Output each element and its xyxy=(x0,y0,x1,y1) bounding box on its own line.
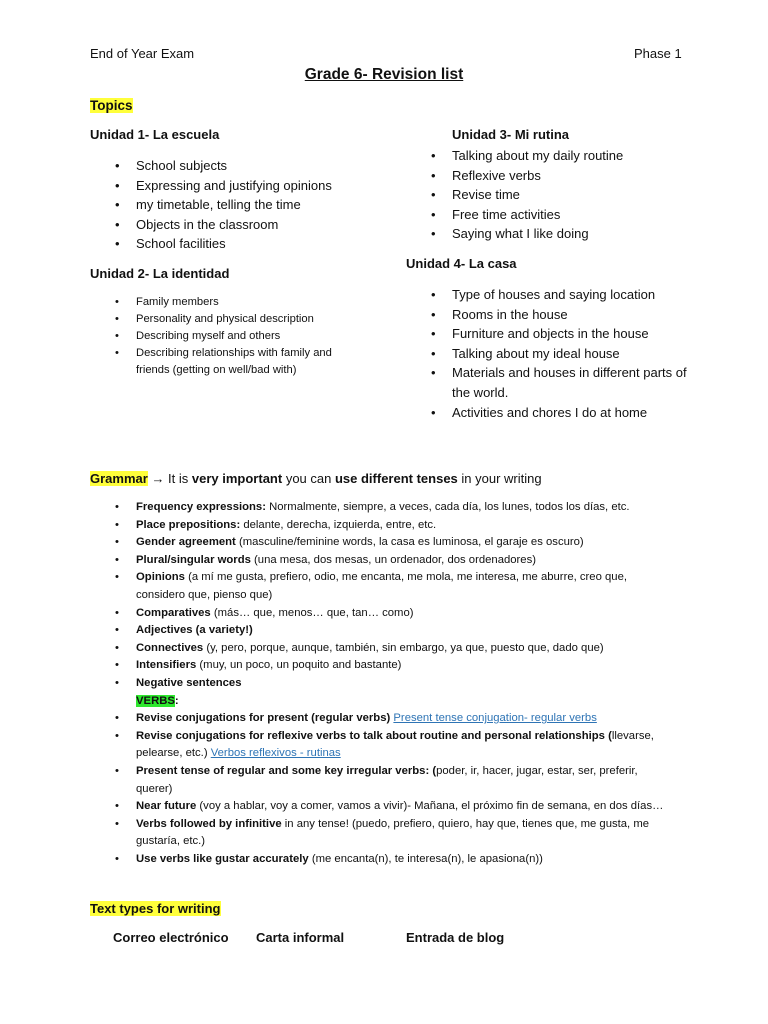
list-item: • School subjects xyxy=(136,156,386,176)
item-text: poder, ir, hacer, jugar, estar, ser, preferir, querer) xyxy=(136,764,638,795)
unit-4-title: Unidad 4- La casa xyxy=(406,256,517,271)
item-bold: Use verbs like gustar accurately xyxy=(136,852,309,865)
verbs-subheading xyxy=(136,693,676,711)
page-title: Grade 6- Revision list xyxy=(304,66,464,83)
grammar-item xyxy=(136,640,676,658)
item-bold: Place prepositions: xyxy=(136,518,241,531)
item-text: (voy a hablar, voy a comer, vamos a vivir)- Mañana, el próximo fin de semana, en dos días… xyxy=(196,800,664,813)
item-text: (más… que, menos… que, tan… como) xyxy=(210,606,414,619)
item-bold: Adjectives (a variety!) xyxy=(136,624,253,637)
verbs-label: VERBS xyxy=(136,694,175,707)
list-item: • Rooms in the house xyxy=(452,305,692,325)
item-text: (una mesa, dos mesas, un ordenador, dos ordenadores) xyxy=(250,553,536,566)
unit-3-title: Unidad 3- Mi rutina xyxy=(452,127,569,142)
grammar-item xyxy=(136,657,676,675)
verb-item xyxy=(136,798,676,816)
grammar-item xyxy=(136,552,676,570)
list-item: • Objects in the classroom xyxy=(136,215,386,235)
item-text: (a mí me gusta, prefiero, odio, me encanta, me mola, me interesa, me aburre, creo que, considero que, pienso que) xyxy=(136,571,627,601)
header-left: End of Year Exam xyxy=(90,46,195,61)
item-bold: Verbs followed by infinitive xyxy=(136,817,282,830)
grammar-text: you can xyxy=(282,471,335,486)
grammar-text: It is xyxy=(164,471,192,486)
item-bold: Gender agreement xyxy=(136,536,236,549)
header-right: Phase 1 xyxy=(634,46,682,61)
list-item: • Type of houses and saying location xyxy=(452,285,692,305)
item-text: llevarse, pelearse, etc.) xyxy=(136,729,654,760)
text-types-heading xyxy=(90,901,221,916)
list-item: • Revise time xyxy=(452,185,702,205)
item-bold: Comparatives xyxy=(136,606,211,619)
grammar-item xyxy=(136,569,676,604)
topics-label: Topics xyxy=(90,98,133,113)
item-text: (muy, un poco, un poquito and bastante) xyxy=(196,659,402,672)
list-item: • School facilities xyxy=(136,234,386,254)
list-item: • Furniture and objects in the house xyxy=(452,324,692,344)
list-item: • my timetable, telling the time xyxy=(136,195,386,215)
verb-item xyxy=(136,816,676,851)
item-text: in any tense! (puedo, prefiero, quiero, hay que, tienes que, me gusta, me gustaría, etc.) xyxy=(136,817,650,848)
unit-4-list xyxy=(452,285,692,422)
item-bold: Connectives xyxy=(136,641,204,654)
list-item: • Describing myself and others xyxy=(136,328,366,345)
grammar-label: Grammar xyxy=(90,471,148,486)
grammar-text: in your writing xyxy=(457,471,542,486)
item-bold: Frequency expressions: xyxy=(136,501,266,513)
text-type-letter: Carta informal xyxy=(256,930,345,945)
item-bold: Revise conjugations for reflexive verbs to talk about routine and personal relationships ( xyxy=(136,729,612,742)
grammar-item xyxy=(136,622,676,640)
list-item: • Talking about my daily routine xyxy=(452,146,702,166)
text-types-label: Text types for writing xyxy=(90,901,221,916)
item-bold: Negative sentences xyxy=(136,676,242,689)
list-item: • Family members xyxy=(136,294,366,311)
unit-1-title: Unidad 1- La escuela xyxy=(90,127,220,142)
item-bold: Present tense of regular and some key irregular verbs: ( xyxy=(136,764,437,777)
grammar-item xyxy=(136,534,676,552)
grammar-emphasis: use different tenses xyxy=(334,471,458,486)
verbs-colon: : xyxy=(174,694,179,707)
item-text: (y, pero, porque, aunque, también, sin embargo, ya que, puesto que, dado que) xyxy=(203,641,604,654)
text-type-email: Correo electrónico xyxy=(113,930,229,945)
item-text: (masculine/feminine words, la casa es luminosa, el garaje es oscuro) xyxy=(235,536,584,549)
list-item: • Expressing and justifying opinions xyxy=(136,176,386,196)
list-item: • Materials and houses in different parts of the world. xyxy=(452,363,692,402)
unit-2-title: Unidad 2- La identidad xyxy=(90,266,230,281)
item-text: Normalmente, siempre, a veces, cada día, los lunes, todos los días, etc. xyxy=(265,501,630,513)
unit-1-list xyxy=(136,156,386,254)
list-item: • Describing relationships with family and friends (getting on well/bad with) xyxy=(136,345,366,379)
unit-3-list xyxy=(452,146,702,244)
item-bold: Plural/singular words xyxy=(136,553,251,566)
grammar-item xyxy=(136,499,676,517)
reflexive-verbs-link[interactable]: Verbos reflexivos - rutinas xyxy=(210,747,341,760)
verb-item xyxy=(136,728,676,763)
verb-item xyxy=(136,763,676,798)
list-item: • Saying what I like doing xyxy=(452,224,702,244)
item-text: delante, derecha, izquierda, entre, etc. xyxy=(240,518,437,531)
grammar-emphasis: very important xyxy=(191,471,283,486)
item-bold: Opinions xyxy=(136,571,185,584)
list-item: • Personality and physical description xyxy=(136,311,366,328)
arrow-right-icon: → xyxy=(151,471,165,486)
list-item: • Activities and chores I do at home xyxy=(452,403,692,423)
grammar-item xyxy=(136,517,676,535)
grammar-item xyxy=(136,605,676,623)
verb-item xyxy=(136,851,676,869)
verb-item xyxy=(136,710,676,728)
item-bold: Intensifiers xyxy=(136,659,197,672)
unit-2-list xyxy=(136,294,366,379)
list-item: • Reflexive verbs xyxy=(452,166,702,186)
list-item: • Free time activities xyxy=(452,205,702,225)
item-bold: Near future xyxy=(136,800,197,813)
grammar-list xyxy=(136,499,676,868)
list-item: • Talking about my ideal house xyxy=(452,344,692,364)
item-bold: Revise conjugations for present (regular verbs) xyxy=(136,712,391,725)
item-text: (me encanta(n), te interesa(n), le apasiona(n)) xyxy=(308,852,543,865)
text-type-blog: Entrada de blog xyxy=(406,930,505,945)
grammar-item xyxy=(136,675,676,693)
grammar-heading xyxy=(90,471,542,486)
topics-heading xyxy=(90,98,133,113)
present-tense-link[interactable]: Present tense conjugation- regular verbs xyxy=(393,712,597,725)
